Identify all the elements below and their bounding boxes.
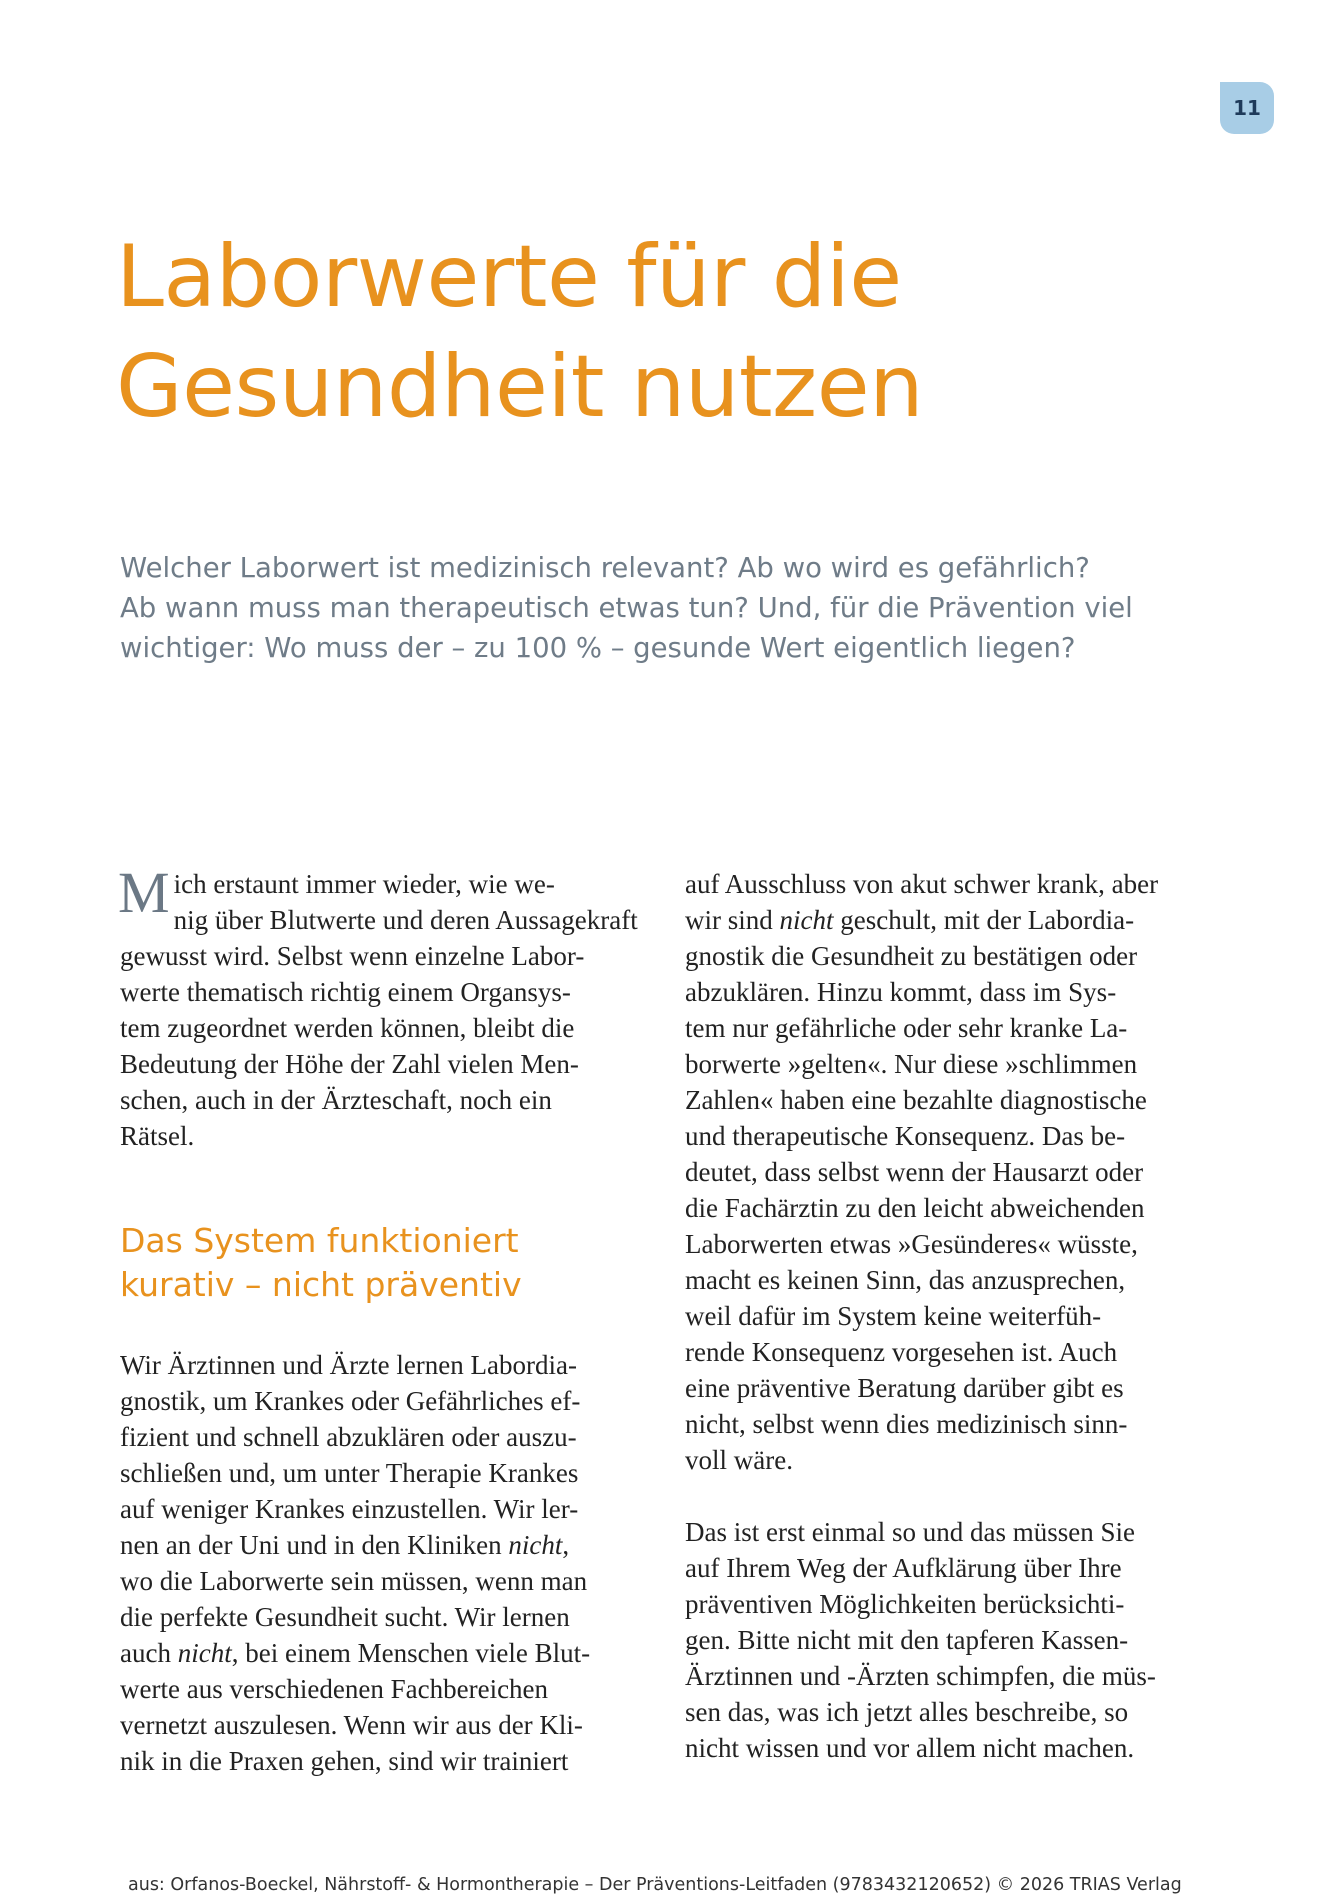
text-line: auch: [120, 1638, 178, 1668]
text-line: auf weniger Krankes einzustellen. Wir ler-: [120, 1494, 579, 1524]
subheading-line: kurativ – nicht präventiv: [120, 1265, 522, 1304]
text-line: tem nur gefährliche oder sehr kranke La-: [685, 1013, 1128, 1043]
text-line: gen. Bitte nicht mit den tapferen Kassen-: [685, 1625, 1129, 1655]
text-line: ich erstaunt immer wieder, wie we-: [173, 869, 555, 899]
text-line: gnostik die Gesundheit zu bestätigen oder: [685, 941, 1138, 971]
intro-paragraph: [120, 548, 1230, 668]
body-paragraph: [120, 1347, 660, 1779]
opening-paragraph: [118, 860, 660, 1154]
emphasis: nicht: [508, 1530, 563, 1560]
text-line: Rätsel.: [120, 1121, 195, 1151]
text-line: weil dafür im System keine weiterfüh-: [685, 1301, 1102, 1331]
text-line: Laborwerten etwas »Gesünderes« wüsste,: [685, 1229, 1138, 1259]
text-line: nicht wissen und vor allem nicht machen.: [685, 1733, 1135, 1763]
text-line: Ärztinnen und -Ärzten schimpfen, die müs-: [685, 1661, 1156, 1691]
text-line: gewusst wird. Selbst wenn einzelne Labor-: [120, 941, 585, 971]
text-line: rende Konsequenz vorgesehen ist. Auch: [685, 1337, 1118, 1367]
text-line: Wir Ärztinnen und Ärzte lernen Labordia-: [120, 1350, 577, 1380]
intro-line: Ab wann muss man therapeutisch etwas tun? Und, für die Prävention viel: [120, 592, 1133, 624]
text-line: schließen und, um unter Therapie Krankes: [120, 1458, 579, 1488]
text-line: sen das, was ich jetzt alles beschreibe, so: [685, 1697, 1129, 1727]
body-paragraph: [685, 866, 1225, 1478]
title-line: Laborwerte für die: [116, 227, 902, 327]
text-line: werte aus verschiedenen Fachbereichen: [120, 1674, 549, 1704]
intro-line: Welcher Laborwert ist medizinisch relevant? Ab wo wird es gefährlich?: [120, 552, 1090, 584]
page-title: [116, 222, 1216, 442]
text-line: deutet, dass selbst wenn der Hausarzt oder: [685, 1157, 1144, 1187]
text-line: nicht, selbst wenn dies medizinisch sinn-: [685, 1409, 1128, 1439]
page-number-badge: 11: [1220, 82, 1274, 134]
emphasis: nicht: [177, 1638, 232, 1668]
text-line: werte thematisch richtig einem Organsys-: [120, 977, 571, 1007]
text-line: tem zugeordnet werden können, bleibt die: [120, 1013, 575, 1043]
text-line: eine präventive Beratung darüber gibt es: [685, 1373, 1124, 1403]
text-line: Zahlen« haben eine bezahlte diagnostische: [685, 1085, 1147, 1115]
section-subheading: [120, 1219, 660, 1307]
text-line: gnostik, um Krankes oder Gefährliches ef-: [120, 1386, 581, 1416]
text-line: , bei einem Menschen viele Blut-: [231, 1638, 591, 1668]
text-line: die perfekte Gesundheit sucht. Wir lernen: [120, 1602, 570, 1632]
text-line: Das ist erst einmal so und das müssen Sie: [685, 1517, 1135, 1547]
right-column: [685, 866, 1225, 1766]
text-line: präventiven Möglichkeiten berücksichti-: [685, 1589, 1125, 1619]
emphasis: nicht: [779, 905, 834, 935]
text-line: vernetzt auszulesen. Wenn wir aus der Kli-: [120, 1710, 583, 1740]
text-line: nen an der Uni und in den Kliniken: [120, 1530, 509, 1560]
text-line: ,: [562, 1530, 570, 1560]
text-line: borwerte »gelten«. Nur diese »schlimmen: [685, 1049, 1138, 1079]
text-line: wo die Laborwerte sein müssen, wenn man: [120, 1566, 588, 1596]
text-line: wir sind: [685, 905, 780, 935]
text-line: nik in die Praxen gehen, sind wir trainiert: [120, 1746, 569, 1776]
text-line: auf Ausschluss von akut schwer krank, aber: [685, 869, 1159, 899]
text-line: schen, auch in der Ärzteschaft, noch ein: [120, 1085, 552, 1115]
source-footer: aus: Orfanos-Boeckel, Nährstoff- & Hormontherapie – Der Präventions-Leitfaden (9783432120652) © 2026 TRIAS Verlag: [128, 1875, 1182, 1895]
title-line: Gesundheit nutzen: [116, 337, 924, 437]
intro-line: wichtiger: Wo muss der – zu 100 % – gesunde Wert eigentlich liegen?: [120, 632, 1076, 664]
text-line: voll wäre.: [685, 1445, 793, 1475]
text-line: Bedeutung der Höhe der Zahl vielen Men-: [120, 1049, 579, 1079]
text-line: auf Ihrem Weg der Aufklärung über Ihre: [685, 1553, 1122, 1583]
text-line: fizient und schnell abzuklären oder auszu-: [120, 1422, 577, 1452]
left-column: [118, 860, 660, 1779]
body-paragraph: [685, 1514, 1225, 1766]
text-line: die Fachärztin zu den leicht abweichenden: [685, 1193, 1145, 1223]
text-line: nig über Blutwerte und deren Aussagekraft: [173, 905, 638, 935]
drop-cap: M: [118, 860, 170, 925]
text-line: und therapeutische Konsequenz. Das be-: [685, 1121, 1126, 1151]
subheading-line: Das System funktioniert: [120, 1221, 519, 1260]
text-line: geschult, mit der Labordia-: [833, 905, 1135, 935]
text-line: abzuklären. Hinzu kommt, dass im Sys-: [685, 977, 1117, 1007]
text-line: macht es keinen Sinn, das anzusprechen,: [685, 1265, 1126, 1295]
